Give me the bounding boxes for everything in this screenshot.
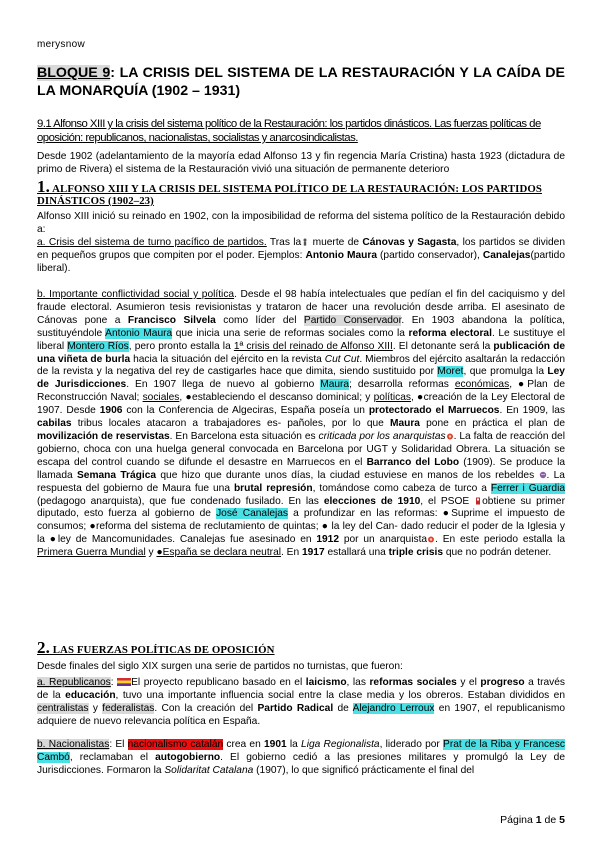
point-a-label: a. Republicanos xyxy=(37,677,111,688)
bloque-label: BLOQUE 9 xyxy=(37,65,111,81)
bomb-icon xyxy=(427,535,435,543)
highlight: Ferrer i Guardia xyxy=(490,482,565,494)
point-b-label: b. Nacionalistas xyxy=(37,739,110,750)
page-footer: Página 1 de 5 xyxy=(500,814,565,826)
page-total: 5 xyxy=(559,814,565,826)
intro-paragraph: Desde 1902 (adelantamiento de la mayoría edad Alfonso 13 y fin regencia María Cristina) hasta 1923 (dictadura de primo de Rivera) el sistema de la Restauración vivió una situación de permanente deterioro xyxy=(37,151,565,175)
section-2-heading: 2. LAS FUERZAS POLÍTICAS DE OPOSICIÓN xyxy=(37,638,275,657)
section-1-paragraph: Alfonso XIII inició su reinado en 1902, con la imposibilidad de reforma del sistema político de la Restauración debido a: xyxy=(37,211,565,235)
bomb-icon xyxy=(446,432,454,440)
watermark: merysnow xyxy=(37,39,85,50)
highlight: centralistas xyxy=(37,702,89,714)
highlight: Partido Conservador xyxy=(303,314,402,326)
highlight: Moret xyxy=(437,366,464,378)
highlight: nacionalismo catalán xyxy=(127,739,224,750)
psoe-icon xyxy=(474,497,482,505)
highlight: Prat de la Riba y Francesc Cambó xyxy=(37,739,565,763)
section-1-point-b: b. Importante conflictividad social y política. Desde el 98 había intelectuales que pedían el fin del caciquismo y del fraude electoral. Asumieron tesis revisionistas y trataron de hacer una revolución desde arriba. El asesinato de Cánovas pone a Francisco Silvela como líder del Partido Conservador. En 1903 abandona la política, sustituyéndole Antonio Maura que inicia una serie de reformas sociales como la reforma electoral. Le sustituye el liberal Montero Ríos, pero pronto estalla la 1ª crisis del reinado de Alfonso XIII. El detonante será la publicación de una viñeta de burla hacia la situación del ejército en la revista Cut Cut. Miembros del ejército asaltarán la redacción de la revista y la negativa del rey de castigarles hace que dimita, siendo sustituido por Moret, que promulga la Ley de Jurisdicciones. En 1907 llega de nuevo al gobierno Maura; desarrolla reformas económicas, ●Plan de Reconstrucción Naval; sociales, ●estableciendo el descanso dominical; y políticas, ●creación de la Ley Electoral de 1907. Desde 1906 con la Conferencia de Algeciras, España poseía un protectorado el Marruecos. En 1909, las cabilas tribus locales atacaron a trabajadores es- pañoles, por lo que Maura pone en práctica el plan de movilización de reservistas. En Barcelona esta situación es criticada por los anarquistas . La falta de reacción del gobierno, choca con una huelga general convocada en Barcelona por UGT y Solidaridad Obrera. La situación se escapa del control cuando se difunde el desastre en Marruecos en el Barranco del Lobo (1909). Se produce la llamada Semana Trágica que hizo que durante unos días, la ciudad estuviese en manos de los rebeldes . La respuesta del gobierno de Maura fue una brutal represión, tomándose como cabeza de turco a Ferrer i Guardia (pedagogo anarquista), que fue condenado fusilado. En las elecciones de 1910, el PSOE obtiene su primer diputado, esto fuerza al gobierno de José Canalejas a profundizar en las reformas: ●Suprime el impuesto de consumos; ●reforma del sistema de reclutamiento de quintas; ● la ley del Can- dado reducir el poder de la Iglesia y la ●ley de Mancomunidades. Canalejas fue asesinado en 1912 por un anarquista . En este periodo estalla la Primera Guerra Mundial y ●España se declara neutral. En 1917 estallará una triple crisis que no podrán detener. xyxy=(37,289,566,559)
highlight: José Canalejas xyxy=(216,508,289,520)
section-1-heading: 1. ALFONSO XIII Y LA CRISIS DEL SISTEMA POLÍTICO DE LA RESTAURACIÓN: LOS PARTIDOS DINÁSTICOS (1902–23) xyxy=(37,177,542,207)
point-b-label: b. Importante conflictividad social y política xyxy=(37,289,235,300)
page-number: 1 xyxy=(535,814,542,826)
highlight: federalistas xyxy=(102,702,155,714)
title-text: : LA CRISIS DEL SISTEMA DE LA RESTAURACIÓN Y LA CAÍDA DE LA MONARQUÍA (1902 – 1931) xyxy=(37,65,565,99)
point-a-label: a. Crisis del sistema de turno pacífico de partidos. xyxy=(37,237,267,248)
section-2-point-b: b. Nacionalistas: El nacionalismo catalán crea en 1901 la Liga Regionalista, liderado por Prat de la Riba y Francesc Cambó, reclamaban el autogobierno. El gobierno cedió a las presiones militares y promulgó la Ley de Jurisdicciones. Formaron la Solidaritat Catalana (1907), lo que significó prácticamente el final del xyxy=(37,739,565,776)
highlight: Antonio Maura xyxy=(105,327,173,339)
republic-flag-icon xyxy=(117,678,131,686)
highlight: Montero Ríos xyxy=(67,340,129,352)
section-1-point-a: a. Crisis del sistema de turno pacífico de partidos. Tras la muerte de Cánovas y Sagasta, los partidos se dividen en pequeños grupos que compiten por el poder. Ejemplos: Antonio Maura (partido conservador), Canalejas(partido liberal). xyxy=(37,237,566,274)
section-2-point-a: a. Republicanos: El proyecto republicano basado en el laicismo, las reformas sociales y el progreso a través de la educación, tuvo una importante influencia social entre la clase media y los obreros. Estaban divididos en centralistas y federalistas. Con la creación del Partido Radical de Alejandro Lerroux en 1907, el republicanismo adquiere de nuevo relevancia política en España. xyxy=(37,677,566,727)
highlight: Alejandro Lerroux xyxy=(352,702,435,714)
highlight: Maura xyxy=(320,379,350,391)
page-title xyxy=(37,64,565,100)
subtitle: 9.1 Alfonso XIII y la crisis del sistema político de la Restauración: los partidos dinásticos. Las fuerzas políticas de oposición: republicanos, nacionalistas, socialistas y anarcosindicalistas. xyxy=(37,118,541,144)
section-2-paragraph: Desde finales del siglo XIX surgen una serie de partidos no turnistas, que fueron: xyxy=(37,661,403,672)
rebel-icon xyxy=(539,471,547,479)
